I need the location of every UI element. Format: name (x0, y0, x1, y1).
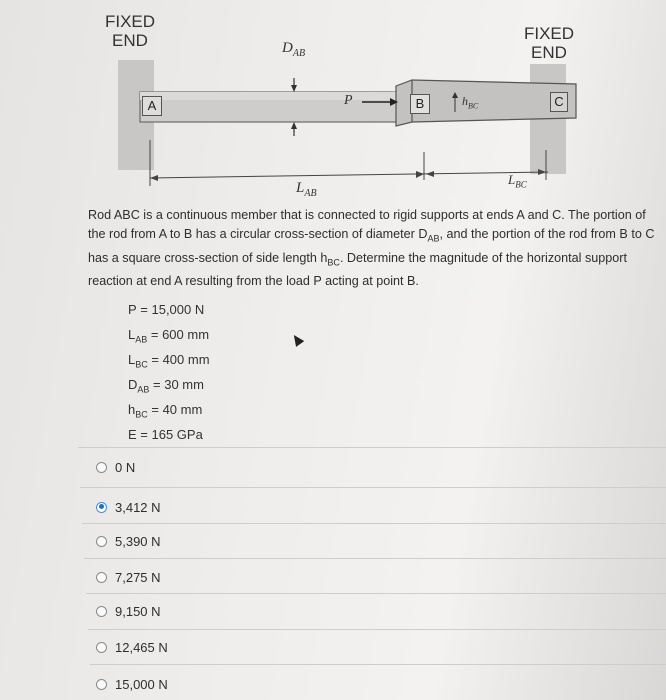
fixed-end-right-label: FIXED END (523, 24, 575, 62)
choice-label: 0 N (115, 459, 136, 475)
dim-arrow-b-left (416, 171, 424, 178)
load-p-label: P (344, 93, 353, 108)
dimension-line (150, 172, 548, 178)
problem-statement (88, 206, 656, 291)
choice-2[interactable] (96, 530, 161, 552)
choice-label: 7,275 N (115, 569, 161, 585)
dab-arrowhead-bottom (291, 122, 297, 129)
radio-icon[interactable] (96, 606, 107, 617)
given-h-bc: $h_{BC} = 40$ mm (128, 402, 203, 420)
rod-diagram (0, 0, 666, 200)
choice-label: 9,150 N (115, 603, 161, 619)
given-d-ab: $D_{AB} = 30$ mm (128, 377, 204, 395)
choice-5[interactable] (96, 636, 168, 658)
separator (82, 523, 666, 524)
separator (88, 629, 666, 630)
separator (84, 558, 666, 559)
h-bc-label: $h_{BC}$ (462, 94, 479, 111)
choice-label: 3,412 N (115, 499, 161, 515)
given-e: E = 165 GPa (128, 427, 203, 443)
radio-selected-icon[interactable] (96, 502, 107, 513)
d-ab-label: $D_{AB}$ (282, 40, 306, 59)
separator (80, 487, 666, 488)
dab-arrowhead-top (291, 85, 297, 92)
choice-0[interactable] (96, 456, 135, 478)
choice-4[interactable] (96, 600, 161, 622)
choice-label: 12,465 N (115, 639, 168, 655)
mouse-cursor-icon (290, 332, 305, 347)
point-b-label: B (410, 94, 430, 114)
given-p: P = 15,000 N (128, 302, 205, 317)
radio-icon[interactable] (96, 642, 107, 653)
choice-1[interactable] (96, 496, 161, 518)
choice-label: 5,390 N (115, 533, 161, 549)
given-l-bc: $L_{BC} = 400$ mm (128, 352, 210, 370)
point-a-label: A (142, 96, 162, 116)
radio-icon[interactable] (96, 572, 107, 583)
given-l-ab: $L_{AB} = 600$ mm (128, 327, 210, 345)
radio-icon[interactable] (96, 536, 107, 547)
problem-sub-1: AB (427, 233, 440, 244)
point-c-label: C (550, 92, 568, 112)
given-values (128, 300, 210, 451)
separator (90, 664, 666, 665)
fixed-end-left-label: FIXED END (104, 12, 156, 50)
choice-3[interactable] (96, 566, 161, 588)
l-bc-label: $L_{BC}$ (508, 172, 527, 190)
radio-icon[interactable] (96, 462, 107, 473)
l-ab-label: $L_{AB}$ (296, 180, 317, 199)
radio-icon[interactable] (96, 679, 107, 690)
problem-sub-2: BC (327, 257, 340, 268)
problem-text-3: . Determine the magnitude of the horizontal support reaction at end A resulting from the load P acting at point B. (88, 250, 627, 289)
problem-text-1: Rod ABC is a continuous member that is connected to rigid supports at ends A and C. The portion of the rod from A to B has a circular cross-section of diameter D (88, 208, 646, 241)
choice-label: 15,000 N (115, 676, 168, 692)
choice-6[interactable] (96, 673, 168, 695)
separator (86, 593, 666, 594)
rod-ab-highlight (140, 92, 398, 100)
dim-arrow-b-right (426, 171, 434, 177)
problem-text-2: , and the portion of the rod from B to C has a square cross-section of side length h (88, 227, 655, 265)
separator (78, 447, 666, 448)
dim-arrow-a (150, 175, 158, 181)
